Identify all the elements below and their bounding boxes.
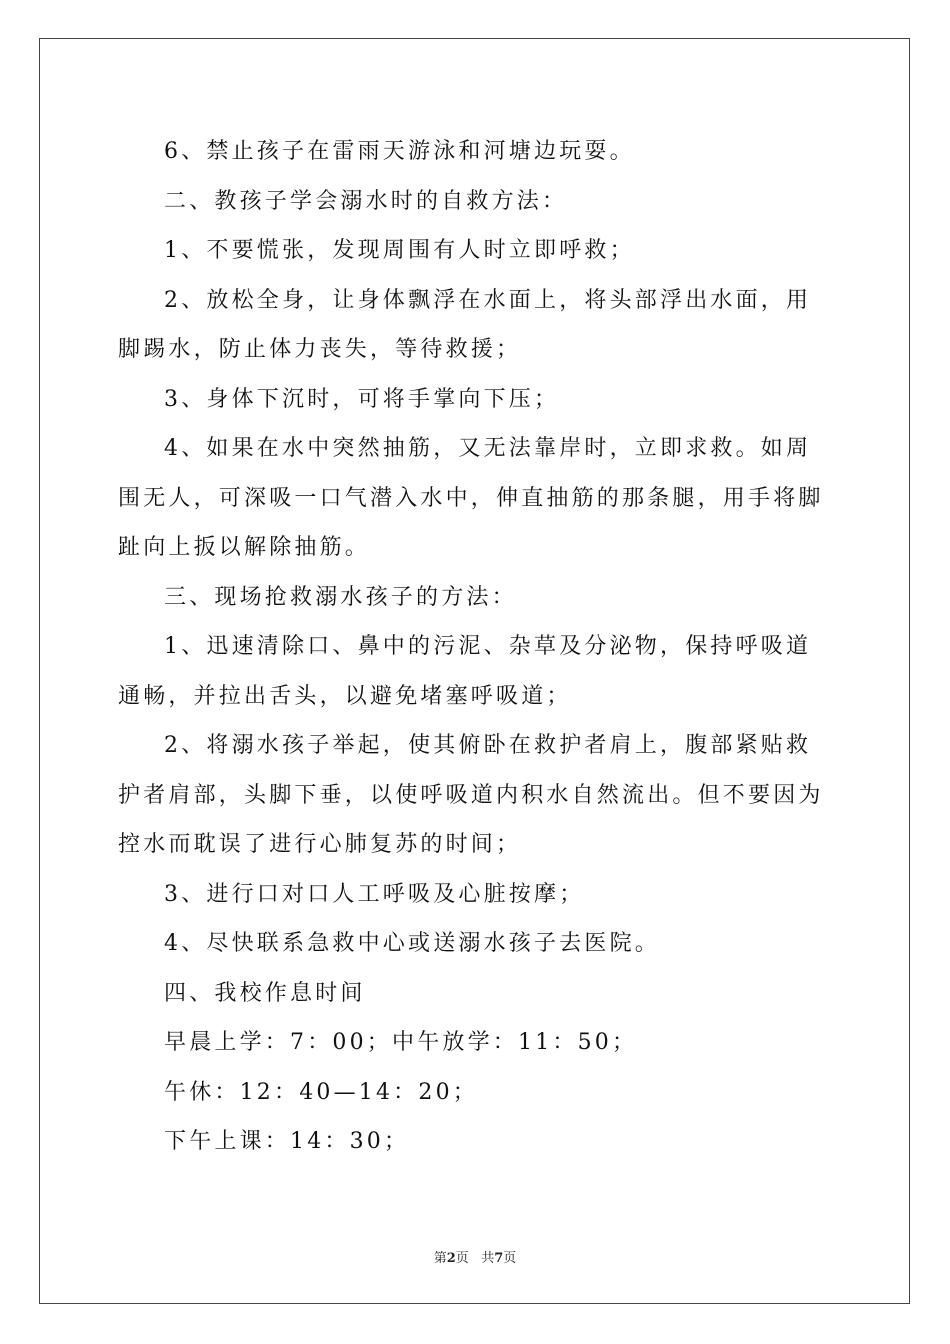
page-number: 2 — [446, 1251, 456, 1266]
paragraph: 4、如果在水中突然抽筋，又无法靠岸时，立即求救。如周围无人，可深吸一口气潜入水中，伸直抽筋的那条腿，用手将脚趾向上扳以解除抽筋。 — [118, 436, 824, 560]
paragraph: 2、将溺水孩子举起，使其俯卧在救护者肩上，腹部紧贴救护者肩部，头脚下垂，以使呼吸道内积水自然流出。但不要因为控水而耽误了进行心肺复苏的时间； — [118, 733, 824, 857]
schedule-line: 下午上课：14：30； — [164, 1129, 410, 1154]
paragraph: 1、迅速清除口、鼻中的污泥、杂草及分泌物，保持呼吸道通畅，并拉出舌头，以避免堵塞呼吸道； — [118, 634, 812, 709]
paragraph: 6、禁止孩子在雷雨天游泳和河塘边玩耍。 — [164, 139, 635, 164]
schedule-line: 午休：12：40—14：20； — [164, 1079, 478, 1105]
page-prefix: 第 — [433, 1251, 447, 1266]
paragraph: 2、放松全身，让身体飘浮在水面上，将头部浮出水面，用脚踢水，防止体力丧失，等待救援； — [118, 287, 812, 362]
section-heading: 四、我校作息时间 — [164, 980, 366, 1006]
section-heading: 三、现场抢救溺水孩子的方法： — [164, 584, 517, 610]
total-pages: 7 — [494, 1251, 504, 1266]
paragraph: 4、尽快联系急救中心或送溺水孩子去医院。 — [164, 931, 660, 956]
paragraph: 3、身体下沉时，可将手掌向下压； — [164, 386, 560, 412]
total-prefix: 共 — [481, 1251, 495, 1266]
document-body — [118, 127, 834, 1167]
schedule-line: 早晨上学：7：00；中午放学：11：50； — [164, 1030, 638, 1055]
section-heading: 二、教孩子学会溺水时的自救方法： — [164, 188, 568, 214]
paragraph: 1、不要慌张，发现周围有人时立即呼救； — [164, 238, 635, 263]
page-suffix: 页 — [455, 1251, 469, 1266]
page-footer — [0, 1247, 950, 1266]
total-suffix: 页 — [503, 1251, 517, 1266]
paragraph: 3、进行口对口人工呼吸及心脏按摩； — [164, 881, 585, 907]
